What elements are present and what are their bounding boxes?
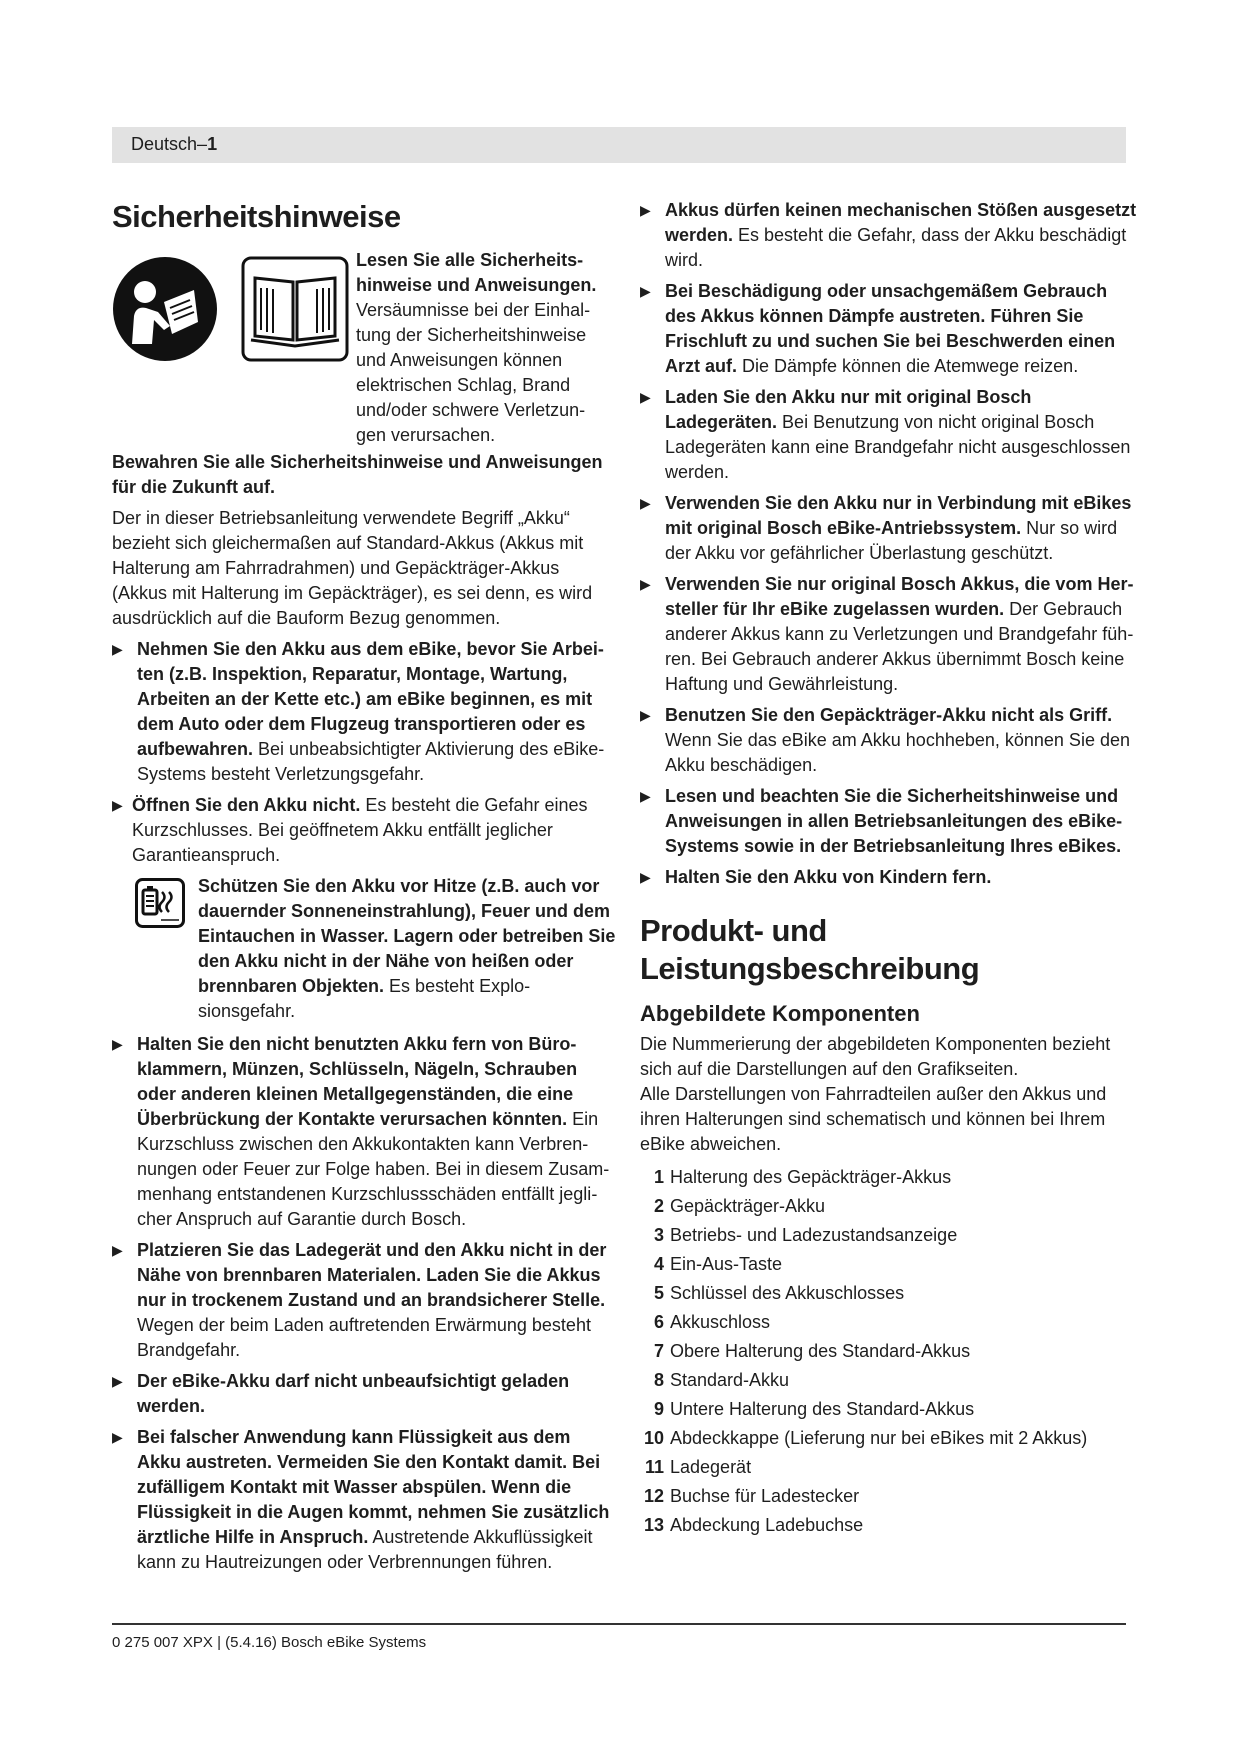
component-number: 2 xyxy=(653,1196,664,1216)
list-item xyxy=(640,1192,1140,1221)
component-number: 10 xyxy=(643,1428,664,1448)
component-label: Abdeckkappe (Lieferung nur bei eBikes mit 2 Akkus) xyxy=(670,1428,1088,1448)
bullet-normal: Ein Kurzschluss zwischen den Akkukontakten kann Verbrennungen oder Feuer zur Folge haben. Bei in diesem Zusammenhang entstandenen Kurzschlussschäden entfällt jeglicher Anspruch auf Garantie durch Bosch. xyxy=(137,1109,610,1229)
header-separator: – xyxy=(197,134,208,154)
bullet-arrow-icon: ▶ xyxy=(640,283,651,299)
bullet-bold: Bei falscher Anwendung kann Flüssigkeit aus dem Akku austreten. Vermeiden Sie den Kontakt damit. Bei zufälligem Kontakt mit Wasser abspülen. Wenn die Flüssigkeit in die Augen kommt, nehmen Sie zusätzlich ärztliche Hilfe in Anspruch. xyxy=(137,1427,610,1547)
definition-paragraph: Der in dieser Betriebsanleitung verwendete Begriff „Akku“ bezieht sich gleichermaßen auf Standard-Akkus (Akkus mit Halterung am Fahrradrahmen) und Gepäckträger-Akkus (Akkus mit Halterung im Gepäckträger), es sei denn, es wird ausdrücklich auf die Bauform Bezug genommen. xyxy=(112,508,593,628)
component-label: Untere Halterung des Standard-Akkus xyxy=(670,1399,975,1419)
component-number: 1 xyxy=(653,1167,664,1187)
component-label: Obere Halterung des Standard-Akkus xyxy=(670,1341,971,1361)
component-label: Ein-Aus-Taste xyxy=(670,1254,783,1274)
left-column xyxy=(112,198,617,1581)
bullet-bold: Platzieren Sie das Ladegerät und den Akku nicht in der Nähe von brennbaren Materialen. Laden Sie die Akkus nur in trockenem Zustand und an brandsicherer Stelle. xyxy=(137,1240,607,1310)
list-item xyxy=(640,1453,1140,1482)
book-icon xyxy=(241,256,349,362)
bullet-normal: Die Dämpfe können die Atemwege reizen. xyxy=(737,356,1079,376)
bullet-normal: Bei Benutzung von nicht original Bosch Ladegeräten kann eine Brandgefahr nicht ausgeschlossen werden. xyxy=(665,412,1131,482)
list-item xyxy=(640,1221,1140,1250)
header-text xyxy=(131,132,217,157)
bullet-bold: Halten Sie den nicht benutzten Akku fern von Büroklammern, Münzen, Schlüsseln, Nägeln, Schrauben oder anderen kleinen Metallgegenständen, die eine Überbrückung der Kontakte verursachen könnten. xyxy=(137,1034,578,1129)
bullet-item xyxy=(112,1238,617,1363)
section-title-product: Produkt- und Leistungsbeschreibung xyxy=(640,913,980,986)
list-item xyxy=(640,1482,1140,1511)
bullet-arrow-icon: ▶ xyxy=(112,1429,123,1445)
component-number: 9 xyxy=(653,1399,664,1419)
list-item xyxy=(640,1337,1140,1366)
list-item xyxy=(640,1250,1140,1279)
subsection-title-components: Abgebildete Komponenten xyxy=(640,1001,920,1026)
intro-bold: Lesen Sie alle Sicherheitshinweise und Anweisungen. xyxy=(356,250,597,295)
footer-text: 0 275 007 XPX | (5.4.16) Bosch eBike Systems xyxy=(112,1634,427,1651)
bullet-item xyxy=(640,703,1140,778)
components-para-1: Die Nummerierung der abgebildeten Komponenten bezieht sich auf die Darstellungen auf den Grafikseiten. xyxy=(640,1034,1111,1079)
bullet-item xyxy=(640,491,1140,566)
page-header xyxy=(112,127,1126,163)
heat-warning xyxy=(112,874,617,1024)
list-item xyxy=(640,1279,1140,1308)
bullet-arrow-icon: ▶ xyxy=(640,495,651,511)
component-label: Schlüssel des Akkuschlosses xyxy=(670,1283,905,1303)
person-reading-icon xyxy=(112,256,218,362)
bullet-bold: Halten Sie den Akku von Kindern fern. xyxy=(665,867,992,887)
bullet-item xyxy=(640,572,1140,697)
component-label: Gepäckträger-Akku xyxy=(670,1196,826,1216)
bullet-arrow-icon: ▶ xyxy=(112,797,123,813)
keep-notice-text: Bewahren Sie alle Sicherheitshinweise und Anweisungen für die Zukunft auf. xyxy=(112,452,603,497)
keep-notice xyxy=(112,450,617,500)
header-page-number: 1 xyxy=(207,134,218,154)
component-number: 4 xyxy=(653,1254,664,1274)
bullet-bold: Lesen und beachten Sie die Sicherheitshinweise und Anweisungen in allen Betriebsanleitungen des eBike-Systems sowie in der Betriebsanleitung Ihres eBikes. xyxy=(665,786,1123,856)
heat-bold: Schützen Sie den Akku vor Hitze (z.B. auch vor dauernder Sonneneinstrahlung), Feuer und dem Eintauchen in Wasser. Lagern oder betreiben Sie den Akku nicht in der Nähe von heißen oder brennbaren Objekten. xyxy=(198,876,616,996)
right-column xyxy=(640,198,1140,1540)
bullet-arrow-icon: ▶ xyxy=(112,1036,123,1052)
heat-normal: Es besteht Explosionsgefahr. xyxy=(198,976,531,1021)
component-label: Standard-Akku xyxy=(670,1370,790,1390)
bullet-bold: Bei Beschädigung oder unsachgemäßem Gebrauch des Akkus können Dämpfe austreten. Führen Sie Frischluft zu und suchen Sie bei Beschwerden einen Arzt auf. xyxy=(665,281,1116,376)
bullet-arrow-icon: ▶ xyxy=(640,202,651,218)
list-item xyxy=(640,1163,1140,1192)
bullet-arrow-icon: ▶ xyxy=(640,576,651,592)
bullet-arrow-icon: ▶ xyxy=(640,389,651,405)
header-language: Deutsch xyxy=(131,134,198,154)
bullet-item xyxy=(640,784,1140,859)
bullet-normal: Nur so wird der Akku vor gefährlicher Überlastung geschützt. xyxy=(665,518,1118,563)
list-item xyxy=(640,1308,1140,1337)
component-number: 3 xyxy=(653,1225,664,1245)
bullet-item xyxy=(640,865,1140,890)
bullet-arrow-icon: ▶ xyxy=(112,1242,123,1258)
bullet-arrow-icon: ▶ xyxy=(112,641,123,657)
bullet-item xyxy=(640,385,1140,485)
section-title-safety: Sicherheitshinweise xyxy=(112,199,401,234)
safety-intro-text xyxy=(356,248,606,448)
safety-intro xyxy=(112,248,617,444)
bullet-arrow-icon: ▶ xyxy=(640,788,651,804)
bullet-item xyxy=(112,793,617,868)
bullet-normal: Wenn Sie das eBike am Akku hochheben, können Sie den Akku beschädigen. xyxy=(665,730,1130,775)
component-label: Ladegerät xyxy=(670,1457,752,1477)
bullet-bold: Der eBike-Akku darf nicht unbeaufsichtigt geladen werden. xyxy=(137,1371,570,1416)
intro-normal: Versäumnisse bei der Einhaltung der Sicherheitshinweise und Anweisungen können elektrischen Schlag, Brand und/oder schwere Verletzungen verursachen. xyxy=(356,300,591,445)
list-item xyxy=(640,1395,1140,1424)
component-number: 7 xyxy=(653,1341,664,1361)
bullet-bold: Nehmen Sie den Akku aus dem eBike, bevor Sie Arbeiten (z.B. Inspektion, Reparatur, Montage, Wartung, Arbeiten an der Kette etc.) am eBike beginnen, es mit dem Auto oder dem Flugzeug transportieren oder es aufbewahren. xyxy=(137,639,604,759)
heat-warning-icon xyxy=(135,878,185,928)
component-number: 5 xyxy=(653,1283,664,1303)
bullet-bold: Öffnen Sie den Akku nicht. xyxy=(132,795,361,815)
component-label: Abdeckung Ladebuchse xyxy=(670,1515,864,1535)
component-number: 6 xyxy=(653,1312,664,1332)
bullet-bold: Akkus dürfen keinen mechanischen Stößen ausgesetzt werden. xyxy=(665,200,1137,245)
bullet-normal: Es besteht die Gefahr, dass der Akku beschädigt wird. xyxy=(665,225,1127,270)
list-item xyxy=(640,1366,1140,1395)
bullet-bold: Verwenden Sie den Akku nur in Verbindung mit eBikes mit original Bosch eBike-Antriebssystem. xyxy=(665,493,1132,538)
bullet-item xyxy=(112,1032,617,1232)
component-number: 13 xyxy=(643,1515,664,1535)
component-label: Buchse für Ladestecker xyxy=(670,1486,860,1506)
bullet-normal: Austretende Akkuflüssigkeit kann zu Hautreizungen oder Verbrennungen führen. xyxy=(137,1527,593,1572)
bullet-bold: Laden Sie den Akku nur mit original Bosch Ladegeräten. xyxy=(665,387,1032,432)
component-label: Akkuschloss xyxy=(670,1312,771,1332)
component-label: Betriebs- und Ladezustandsanzeige xyxy=(670,1225,958,1245)
footer-divider xyxy=(112,1623,1126,1625)
component-number: 8 xyxy=(653,1370,664,1390)
components-para-2: Alle Darstellungen von Fahrradteilen außer den Akkus und ihren Halterungen sind schematisch und können bei Ihrem eBike abweichen. xyxy=(640,1084,1107,1154)
bullet-normal: Bei unbeabsichtigter Aktivierung des eBike-Systems besteht Verletzungsgefahr. xyxy=(137,739,605,784)
component-number: 12 xyxy=(643,1486,664,1506)
bullet-arrow-icon: ▶ xyxy=(640,707,651,723)
bullet-item xyxy=(112,1369,617,1419)
component-list xyxy=(640,1163,1140,1540)
bullet-bold: Benutzen Sie den Gepäckträger-Akku nicht als Griff. xyxy=(665,705,1113,725)
bullet-arrow-icon: ▶ xyxy=(640,869,651,885)
bullet-item xyxy=(640,198,1140,273)
component-label: Halterung des Gepäckträger-Akkus xyxy=(670,1167,952,1187)
list-item xyxy=(640,1511,1140,1540)
bullet-item xyxy=(112,1425,617,1575)
bullet-normal: Der Gebrauch anderer Akkus kann zu Verletzungen und Brandgefahr führen. Bei Gebrauch anderer Akkus übernimmt Bosch keine Haftung und Gewährleistung. xyxy=(665,599,1134,694)
bullet-bold: Verwenden Sie nur original Bosch Akkus, die vom Hersteller für Ihr eBike zugelassen wurden. xyxy=(665,574,1134,619)
bullet-arrow-icon: ▶ xyxy=(112,1373,123,1389)
bullet-item xyxy=(112,637,617,787)
bullet-item xyxy=(640,279,1140,379)
bullet-normal: Wegen der beim Laden auftretenden Erwärmung besteht Brandgefahr. xyxy=(137,1315,591,1360)
component-number: 11 xyxy=(644,1457,664,1477)
list-item xyxy=(640,1424,1140,1453)
bullet-normal: Es besteht die Gefahr eines Kurzschlusses. Bei geöffnetem Akku entfällt jeglicher Garantieanspruch. xyxy=(132,795,588,865)
